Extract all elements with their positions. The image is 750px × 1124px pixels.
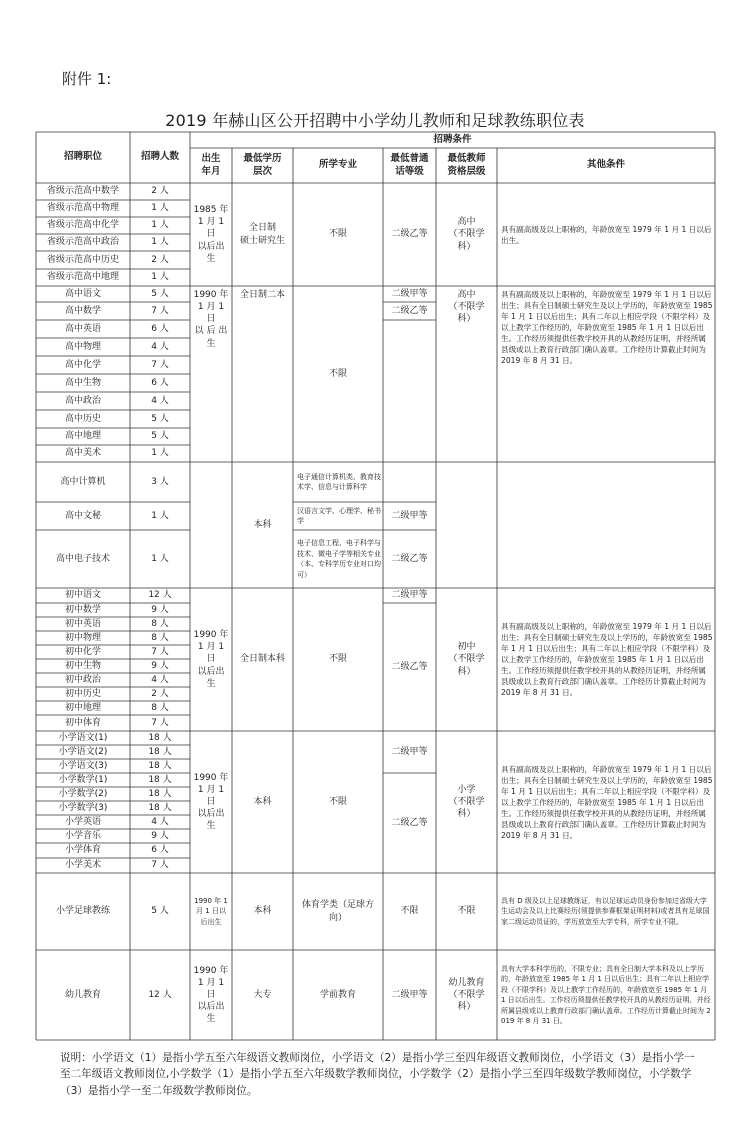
- voc-mandarin-a: 二级甲等: [391, 510, 428, 521]
- table-row-count: 18 人: [148, 732, 172, 743]
- table-row-count: 8 人: [151, 618, 169, 629]
- voc-major-electronics: 电子信息工程、电子科学与技术、微电子学等相关专业（本、专科学历专业对口均可）: [297, 539, 381, 579]
- table-row-position: 小学体育: [64, 845, 101, 856]
- table-row-position: 初中语文: [64, 590, 101, 601]
- table-row-position: 省级示范高中化学: [46, 220, 119, 231]
- table-row-count: 4 人: [151, 674, 169, 685]
- primary-mandarin-b: 二级乙等: [391, 817, 428, 828]
- kinder-qualification: 幼儿教育 （不限学 科）: [448, 977, 485, 1013]
- primary-education: 本科: [253, 796, 272, 807]
- prov-other: 具有副高级及以上职称的，年龄放宽至 1979 年 1 月 1 日以后出生。: [501, 224, 712, 245]
- table-row-position: 初中体育: [64, 717, 101, 728]
- middle-birth: 1990 年 1 月 1 日 以后出 生: [193, 630, 229, 689]
- table-row-count: 18 人: [148, 774, 172, 785]
- header-position: 招聘职位: [63, 151, 102, 163]
- table-row-position: 幼儿教育: [64, 989, 101, 1000]
- table-row-count: 2 人: [151, 254, 169, 265]
- table-row-position: 初中英语: [64, 618, 101, 629]
- table-row-count: 18 人: [148, 788, 172, 799]
- table-row-count: 4 人: [151, 395, 169, 406]
- table-row-count: 1 人: [151, 237, 169, 248]
- table-row-count: 1 人: [151, 203, 169, 214]
- table-row-count: 9 人: [151, 604, 169, 615]
- middle-mandarin-a: 二级甲等: [391, 590, 428, 601]
- primary-qualification: 小学 （不限学 科）: [448, 784, 485, 820]
- header-major: 所学专业: [318, 159, 357, 171]
- table-row-count: 18 人: [148, 802, 172, 813]
- kinder-major: 学前教育: [319, 989, 356, 1000]
- table-row-count: 9 人: [151, 660, 169, 671]
- table-row-count: 6 人: [151, 323, 169, 334]
- primary-major: 不限: [328, 796, 347, 807]
- high-qualification: 高中 （不限学 科）: [448, 290, 485, 325]
- prov-education: 全日制 硕士研究生: [239, 223, 285, 246]
- prov-birth: 1985 年 1 月 1 日 以后出 生: [193, 205, 229, 264]
- table-row-position: 初中物理: [64, 632, 101, 643]
- table-row-position: 高中语文: [64, 288, 101, 299]
- prov-major: 不限: [328, 229, 347, 240]
- table-row-position: 小学足球教练: [55, 906, 110, 917]
- table-row-count: 7 人: [151, 860, 169, 871]
- table-row-count: 9 人: [151, 830, 169, 841]
- header-count: 招聘人数: [140, 151, 179, 163]
- table-row-count: 1 人: [151, 448, 169, 459]
- middle-major: 不限: [328, 654, 347, 665]
- footnote: 说明：小学语文（1）是指小学五至六年级语文教师岗位，小学语文（2）是指小学三至四年级语文教师岗位，小学语文（3）是指小学一至二年级语文教师岗位,小学数学（1）是指小学五至六年级数学教师岗位，小学数学（2）是指小学三至四年级数学教师岗位，小学数学（3）是指小学一至二年级数学教师岗位。: [60, 1052, 695, 1097]
- table-row-position: 初中化学: [64, 646, 101, 657]
- football-mandarin: 不限: [400, 906, 419, 917]
- table-row-count: 6 人: [151, 845, 169, 856]
- table-row-position: 小学数学(1): [58, 774, 108, 785]
- table-row-position: 省级示范高中政治: [46, 237, 119, 248]
- table-row-count: 7 人: [151, 359, 169, 370]
- table-row-count: 12 人: [148, 989, 172, 1000]
- table-row-position: 初中数学: [64, 604, 101, 615]
- voc-major-secretary: 汉语言文学、心理学、秘书学: [297, 506, 381, 525]
- primary-other: 具有副高级及以上职称的，年龄放宽至 1979 年 1 月 1 日以后出生；具有全日制硕士研究生及以上学历的，年龄放宽至 1985 年 1 月 1 日以后出生；具有二年以上相应学段（不限学科）及以上教学工作经历的，年龄放宽至 1985 年 1 月 1 日以后出生。工作经历须提供任教学校开具的从教经历证明，并经所属县级或以上教育行政部门确认盖章。工作经历计算截止时间为 2019 年 8 月 31 日。: [501, 764, 713, 840]
- table-row-position: 小学语文(3): [58, 760, 108, 771]
- table-row-count: 7 人: [151, 717, 169, 728]
- table-row-count: 8 人: [151, 632, 169, 643]
- middle-qualification: 初中 （不限学 科）: [448, 642, 485, 677]
- table-row-count: 7 人: [151, 305, 169, 316]
- football-other: 具有 D 级及以上足球教练证，有以足球运动员身份参加过省级大学生运动会及以上比赛经历(须提供参赛框架证明材料)或者具有足球国家二级运动员证的，学历放宽至大学专科，所学专业不限。: [501, 896, 710, 926]
- primary-birth: 1990 年 1 月 1 日 以后出 生: [193, 772, 229, 832]
- table-row-count: 8 人: [151, 702, 169, 713]
- table-row-position: 高中美术: [64, 448, 101, 459]
- high-other: 具有副高级及以上职称的，年龄放宽至 1979 年 1 月 1 日以后出生；具有全日制硕士研究生及以上学历的，年龄放宽至 1985 年 1 月 1 日以后出生；具有二年以上相应学段（不限学科）及以上教学工作经历的，年龄放宽至 1985 年 1 月 1 日以后出生。工作经历须提供任教学校开具的从教经历证明，并经所属县级或以上教育行政部门确认盖章。工作经历计算截止时间为 2019 年 8 月 31 日。: [501, 290, 713, 365]
- table-row-count: 3 人: [151, 476, 169, 487]
- table-row-position: 高中地理: [64, 431, 101, 442]
- table-row-count: 5 人: [151, 288, 169, 299]
- header-mandarin: 最低普通 话等级: [390, 152, 429, 177]
- table-row-count: 18 人: [148, 760, 172, 771]
- table-row-position: 初中生物: [64, 660, 101, 671]
- table-row-count: 7 人: [151, 646, 169, 657]
- high-mandarin-b: 二级乙等: [391, 305, 428, 316]
- table-row-position: 省级示范高中历史: [46, 254, 119, 265]
- table-row-position: 高中历史: [64, 413, 101, 424]
- kinder-other: 具有大学本科学历的，不限专业；具有全日制大学本科及以上学历的，年龄放宽至 1985 年 1 月 1 日以后出生；具有二年以上相应学段（不限学科）及以上教学工作经历的，年龄放宽至 1985 年 1 月 1 日以后出生。工作经历须提供任教学校开具的从教经历证明，并经所属县级或以上教育行政部门确认盖章。工作经历计算截止时间为 2019 年 8 月 31 日。: [501, 964, 711, 1025]
- table-row-position: 省级示范高中地理: [46, 272, 119, 283]
- kinder-mandarin: 二级甲等: [391, 989, 428, 1000]
- table-row-count: 2 人: [151, 186, 169, 197]
- table-row-count: 5 人: [151, 906, 169, 917]
- table-row-position: 高中物理: [64, 341, 101, 352]
- voc-mandarin-b: 二级乙等: [391, 553, 428, 564]
- primary-mandarin-a: 二级甲等: [391, 746, 428, 757]
- table-row-position: 初中地理: [64, 702, 101, 713]
- voc-education: 本科: [253, 519, 272, 530]
- table-row-position: 初中政治: [64, 674, 101, 685]
- table-row-position: 小学数学(2): [58, 788, 108, 799]
- table-row-position: 省级示范高中物理: [46, 203, 119, 214]
- football-qualification: 不限: [457, 906, 476, 917]
- football-birth: 1990 年 1 月 1 日以 后出生: [194, 896, 228, 926]
- table-row-count: 18 人: [148, 746, 172, 757]
- table-row-count: 1 人: [151, 220, 169, 231]
- header-birth: 出生 年月: [201, 152, 221, 177]
- table-row-count: 5 人: [151, 431, 169, 442]
- table-row-count: 4 人: [151, 341, 169, 352]
- table-row-count: 1 人: [151, 553, 169, 564]
- table-row-position: 高中政治: [64, 395, 101, 406]
- table-row-position: 高中数学: [64, 305, 101, 316]
- football-major: 体育学类（足球方 向）: [301, 900, 374, 923]
- voc-major-computer: 电子通信计算机类、教育技术学、信息与计算科学: [297, 472, 381, 491]
- table-row-position: 小学音乐: [64, 830, 101, 841]
- table-row-count: 2 人: [151, 688, 169, 699]
- header-education: 最低学历 层次: [243, 152, 282, 177]
- table-row-position: 高中计算机: [60, 476, 106, 487]
- header-conditions: 招聘条件: [433, 133, 472, 145]
- table-row-position: 小学语文(1): [58, 732, 108, 743]
- prov-qualification: 高中 （不限学 科）: [448, 217, 485, 252]
- table-row-position: 高中英语: [64, 323, 101, 334]
- table-row-position: 小学美术: [64, 860, 101, 871]
- table-row-count: 12 人: [148, 590, 172, 601]
- middle-mandarin-b: 二级乙等: [391, 661, 428, 672]
- table-row-position: 高中文秘: [64, 510, 101, 521]
- document-title: 2019 年赫山区公开招聘中小学幼儿教师和足球教练职位表: [165, 111, 585, 130]
- middle-other: 具有副高级及以上职称的，年龄放宽至 1979 年 1 月 1 日以后出生；具有全日制硕士研究生及以上学历的，年龄放宽至 1985 年 1 月 1 日以后出生；具有二年以上相应学段（不限学科）及以上教学工作经历的，年龄放宽至 1985 年 1 月 1 日以后出生。工作经历须提供任教学校开具的从教经历证明，并经所属县级或以上教育行政部门确认盖章。工作经历计算截止时间为 2019 年 8 月 31 日。: [501, 622, 713, 697]
- table-row-position: 初中历史: [64, 688, 101, 699]
- table-row-count: 1 人: [151, 510, 169, 521]
- prov-mandarin: 二级乙等: [391, 229, 428, 240]
- table-row-position: 小学语文(2): [58, 746, 108, 757]
- high-mandarin-a: 二级甲等: [391, 288, 428, 299]
- table-row-count: 6 人: [151, 377, 169, 388]
- table-row-count: 5 人: [151, 413, 169, 424]
- table-row-position: 小学数学(3): [58, 802, 108, 813]
- attachment-label: 附件 1:: [62, 70, 112, 88]
- high-major: 不限: [328, 368, 347, 379]
- table-row-position: 省级示范高中数学: [46, 186, 119, 197]
- table-row-count: 1 人: [151, 272, 169, 283]
- football-education: 本科: [253, 906, 272, 917]
- table-row-count: 4 人: [151, 816, 169, 827]
- header-other: 其他条件: [586, 159, 625, 171]
- high-birth: 1990 年 1 月 1 日 以 后 出 生: [193, 290, 229, 349]
- middle-education: 全日制本科: [239, 654, 285, 665]
- kinder-education: 大专: [253, 989, 272, 1000]
- header-qualification: 最低教师 资格层级: [447, 152, 486, 177]
- table-row-position: 小学英语: [64, 816, 101, 827]
- table-row-position: 高中生物: [64, 377, 101, 388]
- high-education: 全日制二本: [239, 290, 285, 300]
- kinder-birth: 1990 年 1 月 1 日 以后出 生: [193, 965, 229, 1025]
- table-row-position: 高中化学: [64, 359, 101, 370]
- table-row-position: 高中电子技术: [55, 553, 110, 564]
